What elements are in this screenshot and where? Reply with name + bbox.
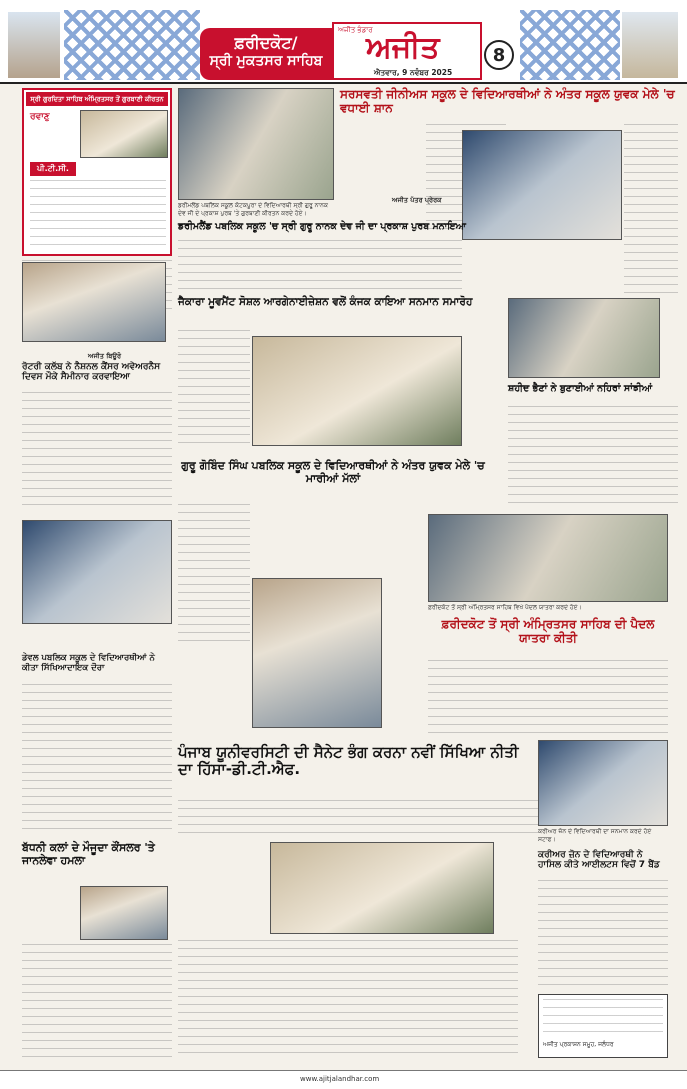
photo-guru-gobind (252, 578, 382, 728)
photo-jaikara (252, 336, 462, 446)
photo-punjab-university (270, 842, 494, 934)
article-jaikara-text (178, 330, 250, 450)
masthead (0, 0, 687, 84)
article-career-text (538, 880, 668, 990)
article-saraswati-text-2 (624, 124, 678, 296)
headline-budhni-kalan: ਬੱਧਨੀ ਕਲਾਂ ਦੇ ਮੌਜੂਦਾ ਕੌਂਸਲਰ 'ਤੇ ਜਾਨਲੇਵਾ ਹਮਲਾ (22, 841, 155, 867)
imprint-text: ਅਜੀਤ ਪ੍ਰਕਾਸ਼ਨ ਸਮੂਹ, ਜਲੰਧਰ (543, 1041, 614, 1048)
brand-block (332, 22, 482, 80)
photo-rotary (22, 262, 166, 342)
headline-faridkot-walk: ਫ਼ਰੀਦਕੋਟ ਤੋਂ ਸ੍ਰੀ ਅੰਮ੍ਰਿਤਸਰ ਸਾਹਿਬ ਦੀ ਪੈਦਲ ਯਾਤਰਾ ਕੀਤੀ (441, 617, 655, 645)
headline-rotary: ਰੋਟਰੀ ਕਲੱਬ ਨੇ ਨੈਸ਼ਨਲ ਕੈਂਸਰ ਅਵੇਅਰਨੈਸ ਦਿਵਸ ਮੌਕੇ ਸੈਮੀਨਾਰ ਕਰਵਾਇਆ (22, 362, 161, 383)
caption-faridkot-walk: ਫ਼ਰੀਦਕੋਟ ਤੋਂ ਸ੍ਰੀ ਅੰਮ੍ਰਿਤਸਰ ਸਾਹਿਬ ਵਿਖੇ ਪੈਦਲ ਯਾਤਰਾ ਕਰਦੇ ਹੋਏ। (428, 604, 582, 611)
headline-devel: ਡੇਵਲ ਪਬਲਿਕ ਸਕੂਲ ਦੇ ਵਿਦਿਆਰਥੀਆਂ ਨੇ ਕੀਤਾ ਸਿੱਖਿਆਦਾਇਕ ਦੌਰਾ (22, 653, 155, 673)
headline-punjab-university: ਪੰਜਾਬ ਯੂਨੀਵਰਸਿਟੀ ਦੀ ਸੈਨੇਟ ਭੰਗ ਕਰਨਾ ਨਵੀਂ ਸਿੱਖਿਆ ਨੀਤੀ ਦਾ ਹਿੱਸਾ-ਡੀ.ਟੀ.ਐਫ. (178, 743, 519, 779)
byline-2: ਅਜੀਤ ਪੱਤਰ ਪ੍ਰੇਰਕ (392, 196, 442, 204)
brand-small: ਅਜੀਤ ਭੰਡਾਰ (338, 26, 373, 34)
photo-dreamland (178, 88, 334, 200)
section-line1: ਫ਼ਰੀਦਕੋਟ/ (234, 33, 298, 52)
headline-guru-gobind: ਗੁਰੂ ਗੋਬਿੰਦ ਸਿੰਘ ਪਬਲਿਕ ਸਕੂਲ ਦੇ ਵਿਦਿਆਰਥੀਆਂ ਨੇ ਅੰਤਰ ਯੁਵਕ ਮੇਲੇ 'ਚ ਮਾਰੀਆਂ ਮੱਲਾਂ (181, 459, 485, 485)
caption-dreamland: ਡਰੀਮਲੈਂਡ ਪਬਲਿਕ ਸਕੂਲ ਕੋਟਕਪੂਰਾ ਦੇ ਵਿਦਿਆਰਥੀ ਸ੍ਰੀ ਗੁਰੂ ਨਾਨਕ ਦੇਵ ਜੀ ਦੇ ਪ੍ਰਕਾਸ਼ ਪੁਰਬ 'ਤੇ ਗੁਰਬਾਣੀ ਕੀਰਤਨ ਕਰਦੇ ਹੋਏ। (178, 202, 328, 217)
byline-1: ਅਜੀਤ ਬਿਊਰੋ (88, 352, 122, 360)
footer-website: www.ajitjalandhar.com (300, 1075, 380, 1083)
headline-shaheed: ਸ਼ਹੀਦ ਭੈਣਾਂ ਨੇ ਬੁਣਾਈਆਂ ਨਹਿਰਾਂ ਸਾਂਝੀਆਂ (508, 383, 653, 394)
ad-image (80, 110, 168, 158)
article-pu-text-2 (178, 940, 518, 1060)
caption-career-zone: ਕਰੀਅਰ ਜ਼ੋਨ ਦੇ ਵਿਦਿਆਰਥੀ ਦਾ ਸਨਮਾਨ ਕਰਦੇ ਹੋਏ ਸਟਾਫ। (538, 828, 652, 843)
headline-saraswati: ਸਰਸਵਤੀ ਜੀਨੀਅਸ ਸਕੂਲ ਦੇ ਵਿਦਿਆਰਥੀਆਂ ਨੇ ਅੰਤਰ ਸਕੂਲ ਯੁਵਕ ਮੇਲੇ 'ਚ ਵਧਾਈ ਸ਼ਾਨ (340, 87, 675, 115)
article-devel-text (22, 684, 172, 834)
masthead-pattern-left (64, 10, 200, 80)
ad-title: ਸ੍ਰੀ ਗੁਰਦਿਤਾ ਸਾਹਿਬ ਅੰਮ੍ਰਿਤਸਰ ਤੋਂ ਗੁਰਬਾਣੀ ਕੀਰਤਨ (26, 92, 168, 106)
imprint-box (538, 994, 668, 1058)
article-pu-text (178, 800, 538, 840)
issue-date: ਐਤਵਾਰ, 9 ਨਵੰਬਰ 2025 (374, 68, 453, 77)
section-banner (200, 28, 332, 80)
article-guru-gobind-text (178, 504, 250, 644)
imprint-lines (543, 999, 663, 1039)
page-number: 8 (484, 40, 514, 70)
photo-career-zone (538, 740, 668, 826)
ad-subtitle: ਰਵਾਣੁ (30, 112, 50, 122)
photo-faridkot-walk (428, 514, 668, 602)
masthead-pattern-right (520, 10, 620, 80)
masthead-illustration-right (622, 12, 678, 78)
headline-jaikara: ਜੈਕਾਰਾ ਮੂਵਮੈਂਟ ਸੋਸ਼ਲ ਆਰਗੇਨਾਈਜ਼ੇਸ਼ਨ ਵਲੋਂ ਕੰਜਕ ਕਾਇਆ ਸਨਮਾਨ ਸਮਾਰੋਹ (178, 296, 473, 308)
photo-devel-school (22, 520, 172, 624)
article-dreamland-text (178, 240, 462, 290)
article-faridkot-text (428, 660, 668, 738)
article-rotary-text (22, 392, 172, 512)
page-footer (0, 1070, 687, 1089)
article-budhni-text (22, 944, 172, 1062)
brand-logo: ਅਜੀਤ (366, 30, 440, 65)
section-line2: ਸ੍ਰੀ ਮੁਕਤਸਰ ਸਾਹਿਬ (209, 53, 323, 69)
ad-tag: ਪੀ.ਟੀ.ਸੀ. (30, 162, 76, 176)
article-shaheed-text (508, 406, 678, 506)
masthead-illustration-left (8, 12, 60, 78)
ad-text (30, 180, 166, 250)
photo-budhni-victim (80, 886, 168, 940)
kirtan-ad (22, 88, 172, 256)
photo-saraswati (462, 130, 622, 240)
photo-right-meeting (508, 298, 660, 378)
headline-dreamland: ਡਰੀਮਲੈਂਡ ਪਬਲਿਕ ਸਕੂਲ 'ਚ ਸ੍ਰੀ ਗੁਰੂ ਨਾਨਕ ਦੇਵ ਜੀ ਦਾ ਪ੍ਰਕਾਸ਼ ਪੁਰਬ ਮਨਾਇਆ (178, 221, 466, 232)
headline-career-zone: ਕਰੀਅਰ ਜ਼ੋਨ ਦੇ ਵਿਦਿਆਰਥੀ ਨੇ ਹਾਸਿਲ ਕੀਤੇ ਆਈਲਟਸ ਵਿਚੋਂ 7 ਬੈਂਡ (538, 850, 660, 871)
